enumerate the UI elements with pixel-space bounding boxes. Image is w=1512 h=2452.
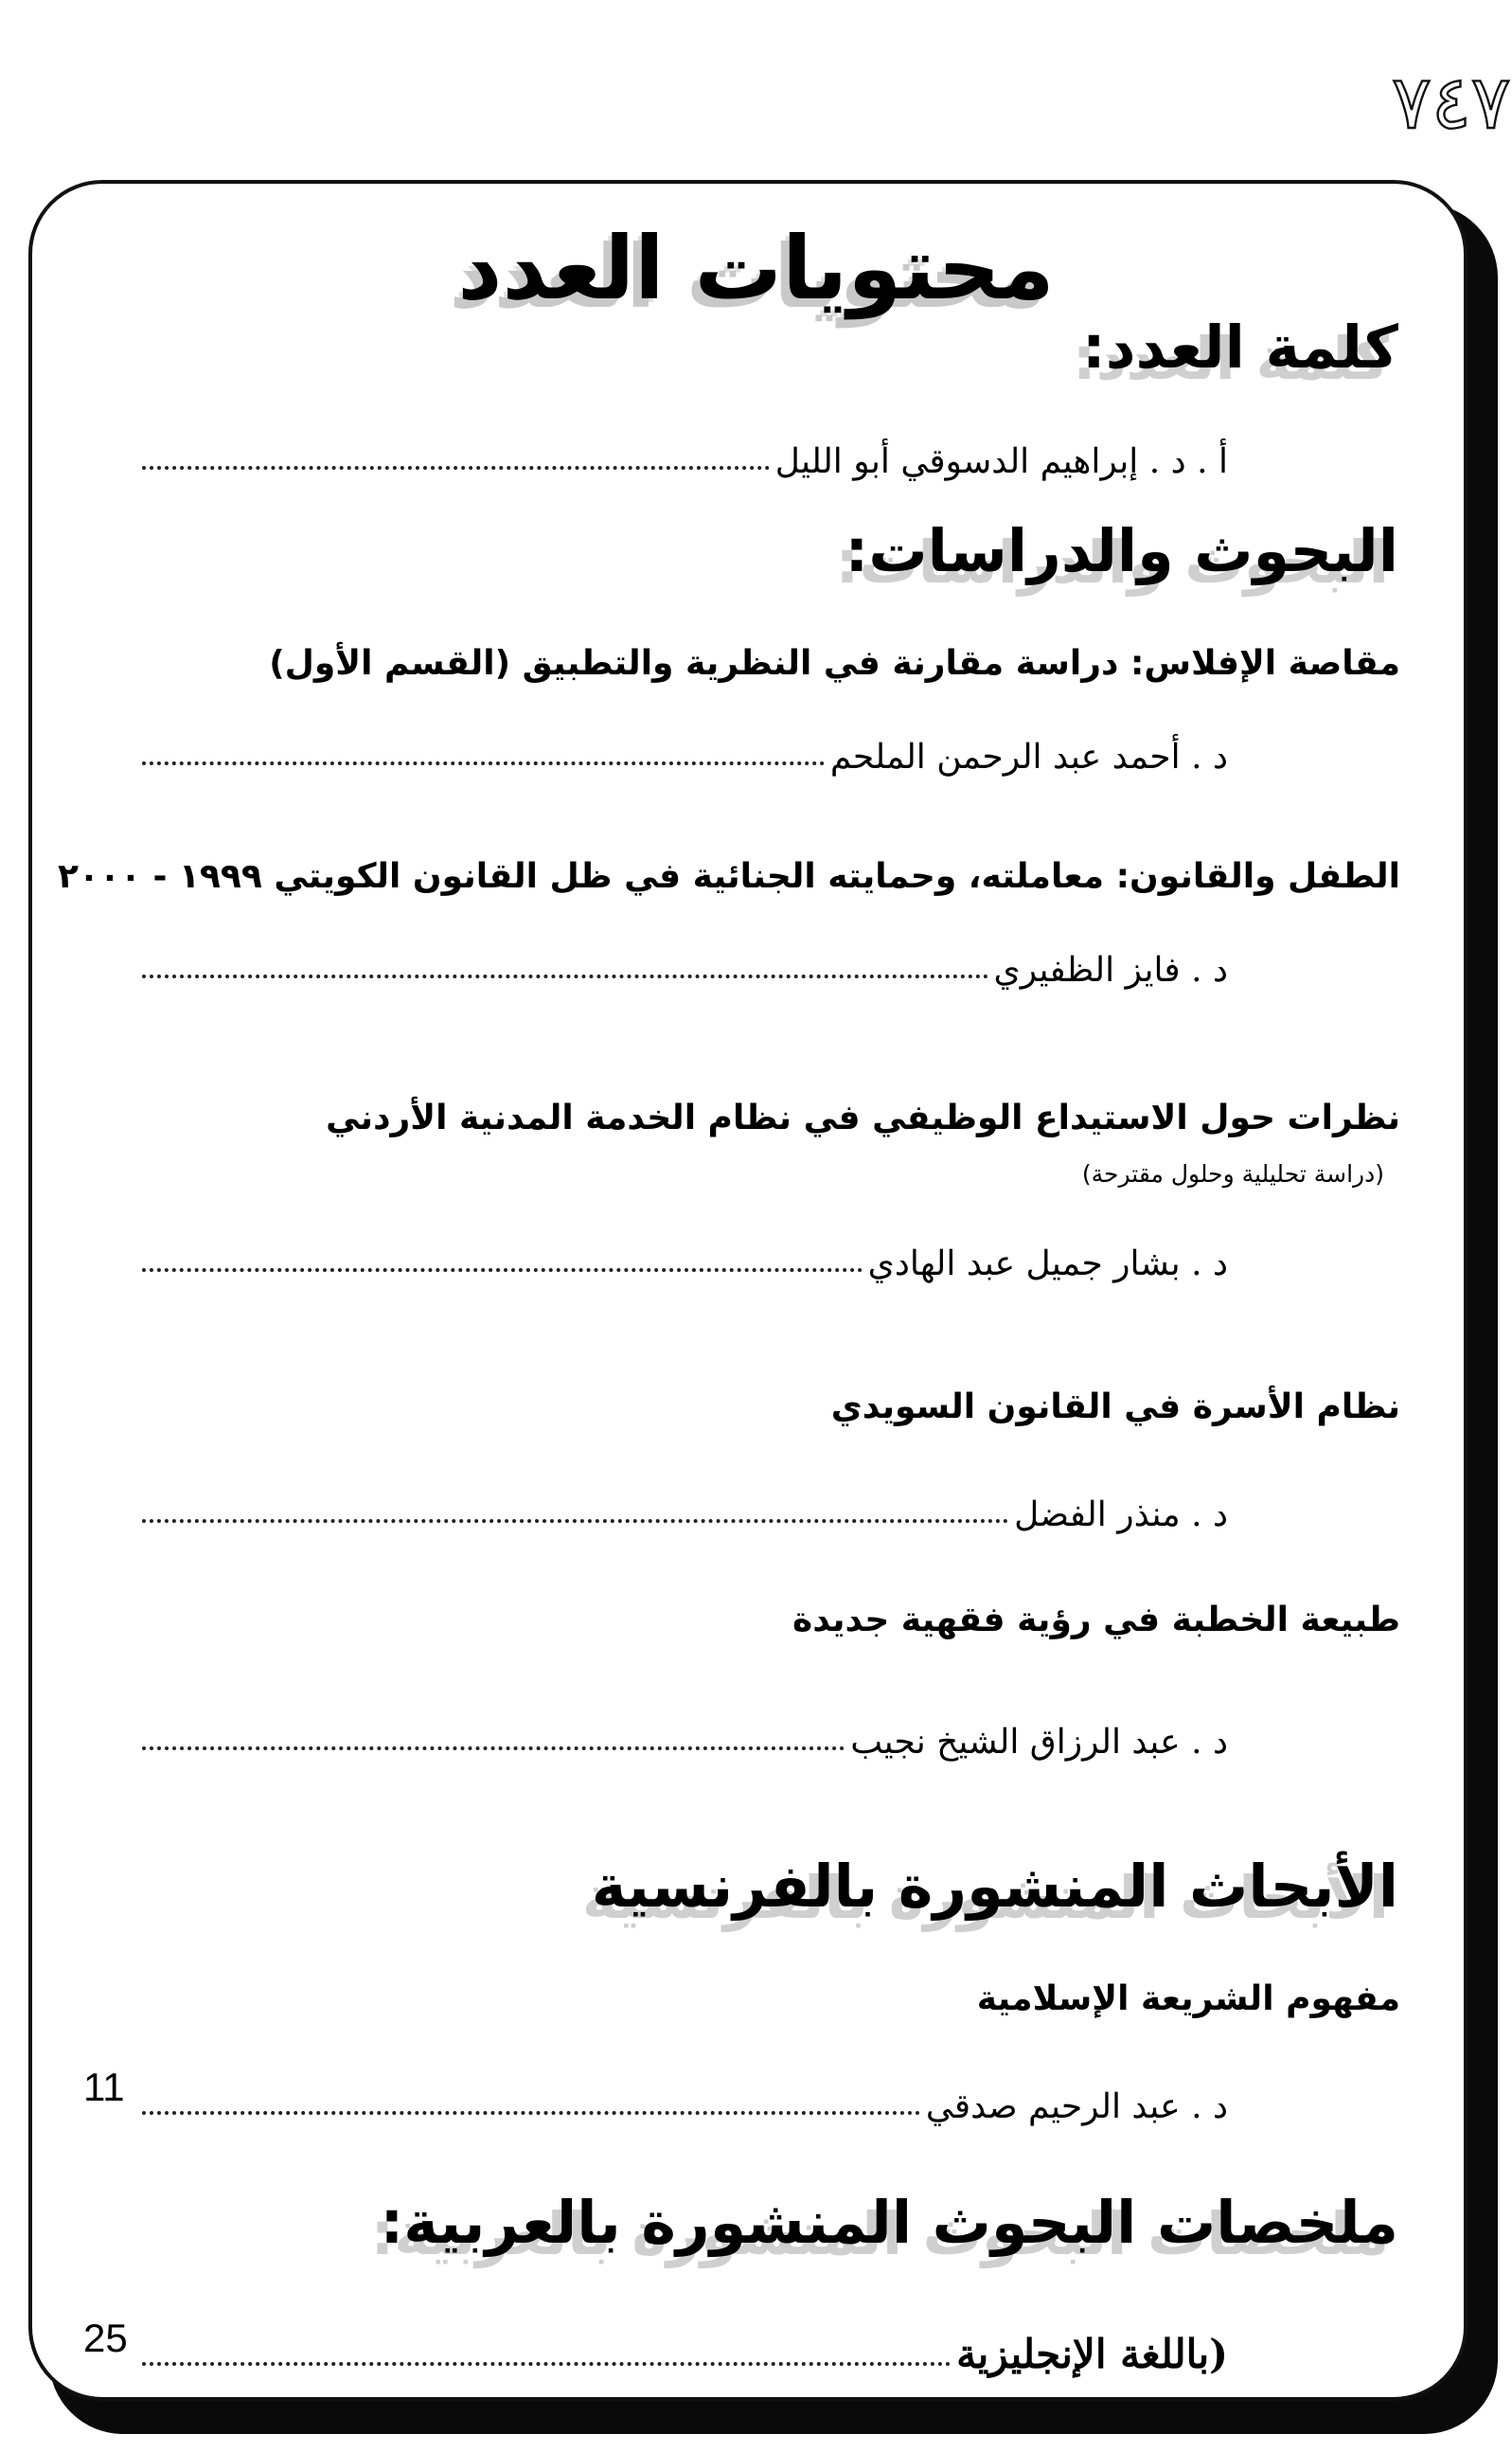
article-author-5: د . عبد الرزاق الشيخ نجيب (850, 1723, 1228, 1762)
french-article-title: مفهوم الشريعة الإسلامية (976, 1979, 1400, 2018)
summaries-line (142, 2320, 1228, 2377)
dot-leader (142, 2111, 920, 2115)
article-title-3: نظرات حول الاستيداع الوظيفي في نظام الخدمة المدنية الأردني (326, 1099, 1400, 1137)
article-title-4: نظام الأسرة في القانون السويدي (830, 1387, 1400, 1426)
article-author-line-3 (142, 1226, 1228, 1283)
summaries-page-number: 25 (83, 2316, 128, 2360)
article-title-5: طبيعة الخطبة في رؤية فقهية جديدة (792, 1601, 1400, 1639)
article-subtitle-3: (دراسة تحليلية وحلول مقترحة) (1081, 1160, 1384, 1188)
dot-leader (142, 761, 825, 765)
article-title-1: مقاصة الإفلاس: دراسة مقارنة في النظرية والتطبيق (القسم الأول) (269, 644, 1400, 683)
dot-leader (142, 466, 770, 470)
page-title: محتويات العدد (457, 218, 1055, 319)
french-author: د . عبد الرحيم صدقي (925, 2087, 1228, 2126)
french-page-number: 11 (83, 2065, 125, 2109)
article-author-line-5 (142, 1705, 1228, 1762)
research-heading: البحوث والدراسات: (845, 516, 1398, 585)
handwritten-annotation (133, 38, 1511, 152)
dot-leader (142, 975, 988, 978)
article-author-line-1 (142, 720, 1228, 777)
handwritten-note: ٧٤٧ (1392, 61, 1511, 146)
article-author-1: د . أحمد عبد الرحمن الملحم (829, 738, 1228, 777)
dot-leader (142, 1268, 863, 1272)
article-author-2: د . فايز الظفيري (993, 951, 1228, 990)
french-heading: الأبحاث المنشورة بالفرنسية (591, 1852, 1398, 1921)
dot-leader (142, 1746, 845, 1750)
summaries-heading: ملخصات البحوث المنشورة بالعربية: (380, 2188, 1398, 2257)
editorial-author: أ . د . إبراهيم الدسوقي أبو الليل (774, 442, 1228, 481)
article-title-2: الطفل والقانون: معاملته، وحمايته الجنائية في ظل القانون الكويتي ١٩٩٩ - ٢٠٠٠ (58, 857, 1400, 896)
french-author-line (142, 2069, 1228, 2126)
dot-leader (142, 1519, 1008, 1523)
article-author-4: د . منذر الفضل (1014, 1495, 1228, 1534)
contents-frame (28, 180, 1468, 2401)
dot-leader (142, 2362, 951, 2366)
article-author-line-2 (142, 933, 1228, 990)
editorial-author-line (142, 424, 1228, 481)
article-author-3: د . بشار جميل عبد الهادي (867, 1244, 1228, 1283)
editorial-heading: كلمة العدد: (1081, 313, 1398, 382)
summaries-label: (باللغة الإنجليزية (956, 2331, 1228, 2377)
article-author-line-4 (142, 1477, 1228, 1534)
